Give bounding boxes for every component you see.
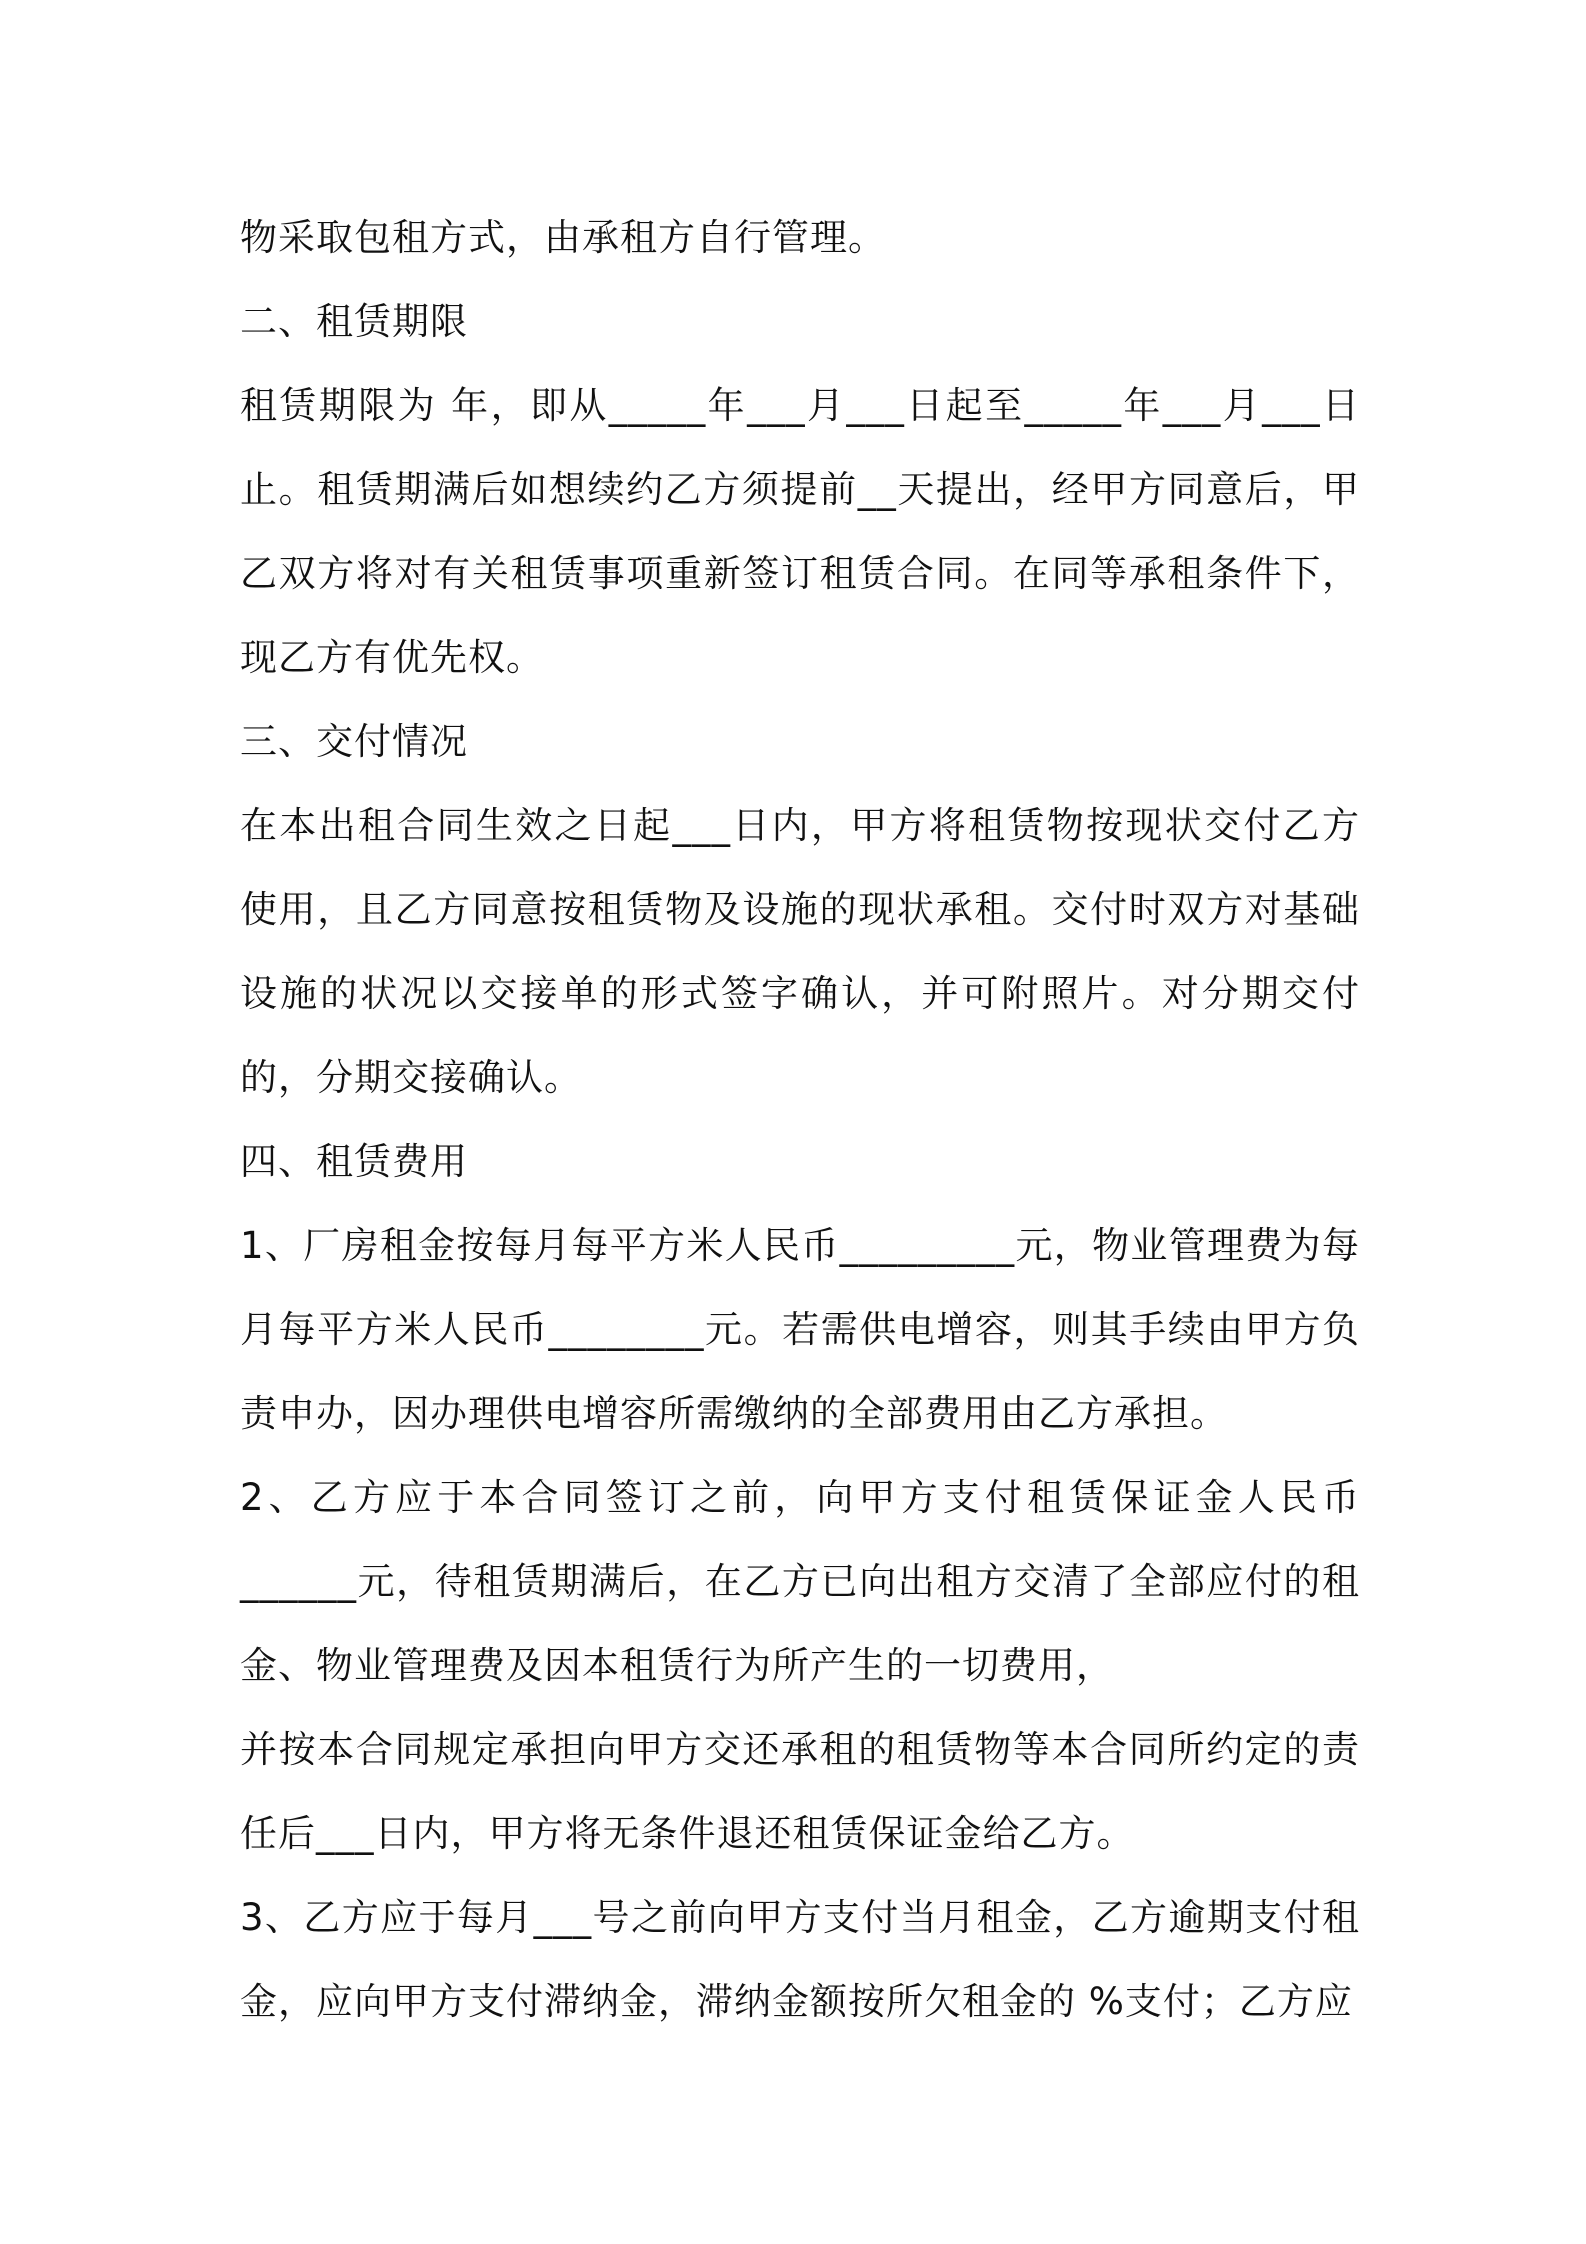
paragraph-text: 1、厂房租金按每月每平方米人民币_________元，物业管理费为每月每平方米人民币________元。若需供电增容，则其手续由甲方负责申办，因办理供电增容所需缴纳的全部费用由乙方承担。: [240, 1224, 1360, 1435]
paragraph-text: 在本出租合同生效之日起___日内，甲方将租赁物按现状交付乙方使用，且乙方同意按租赁物及设施的现状承租。交付时双方对基础设施的状况以交接单的形式签字确认，并可附照片。对分期交付的，分期交接确认。: [240, 804, 1360, 1099]
section-heading-delivery: 三、交付情况: [240, 720, 468, 763]
paragraph-text: 3、乙方应于每月___号之前向甲方支付当月租金，乙方逾期支付租金，应向甲方支付滞纳金，滞纳金额按所欠租金的 %支付；乙方应: [240, 1896, 1360, 2023]
section-heading-fees: 四、租赁费用: [240, 1140, 468, 1183]
paragraph-text: 并按本合同规定承担向甲方交还承租的租赁物等本合同所约定的责任后___日内，甲方将无条件退还租赁保证金给乙方。: [240, 1728, 1360, 1855]
section-heading-term: 二、租赁期限: [240, 300, 468, 343]
paragraph-text: 2、乙方应于本合同签订之前，向甲方支付租赁保证金人民币______元，待租赁期满后，在乙方已向出租方交清了全部应付的租金、物业管理费及因本租赁行为所产生的一切费用，: [240, 1476, 1360, 1687]
document-body: [240, 196, 1360, 2044]
paragraph-text: 物采取包租方式，由承租方自行管理。: [240, 216, 886, 259]
paragraph-text: 租赁期限为 年，即从_____年___月___日起至_____年___月___日止。租赁期满后如想续约乙方须提前__天提出，经甲方同意后，甲乙双方将对有关租赁事项重新签订租赁合同。在同等承租条件下，现乙方有优先权。: [240, 384, 1360, 679]
